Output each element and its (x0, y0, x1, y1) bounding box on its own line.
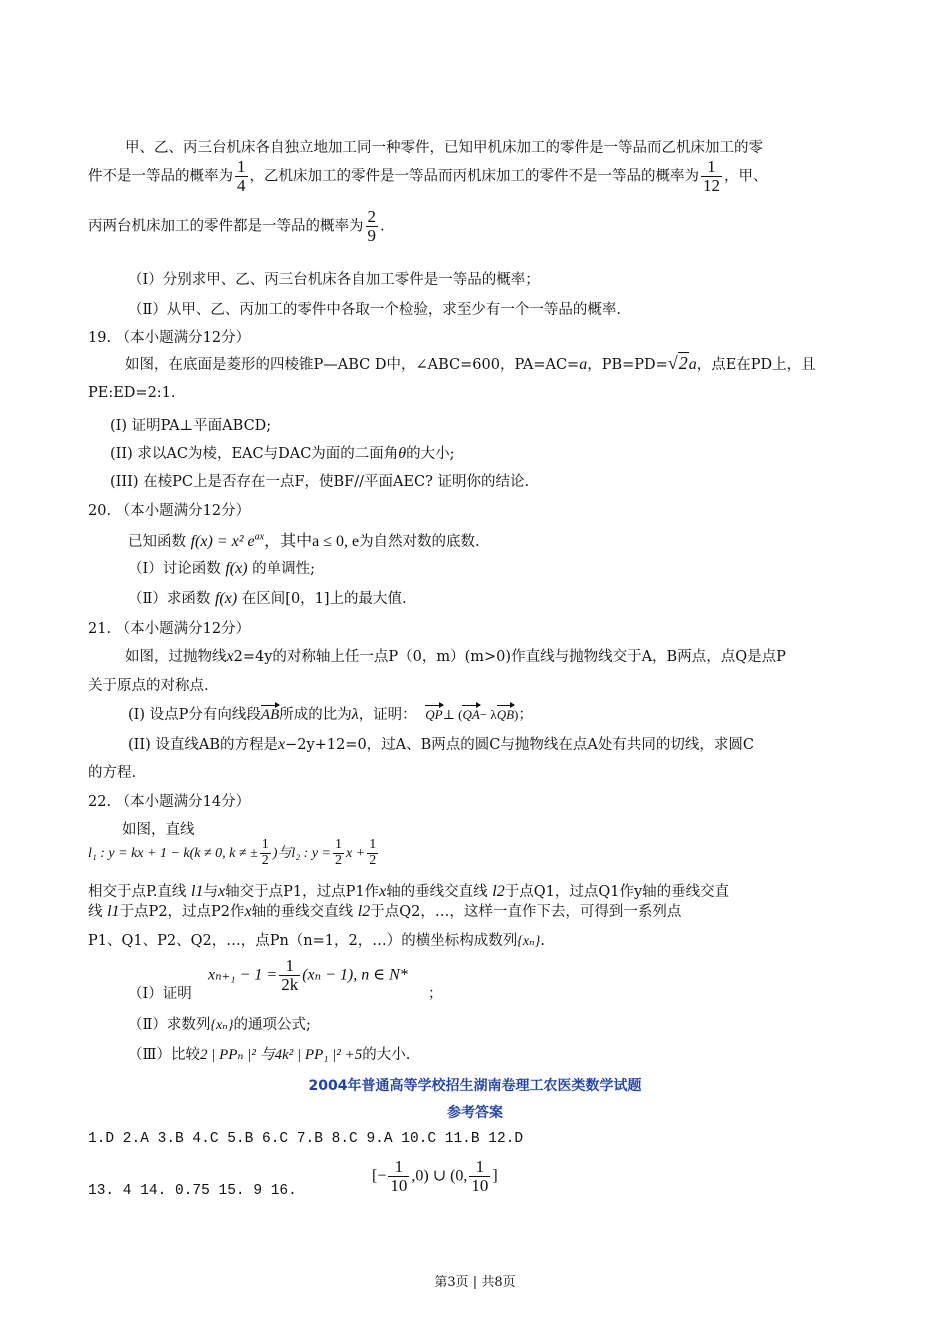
frac-num: 1 (475, 1157, 485, 1176)
page-footer: 第3页 | 共8页 (434, 1275, 516, 1290)
q19-var-a: a (579, 356, 588, 373)
q22-l3-b: 与 (203, 884, 218, 900)
q19-part2-text-a: (II) 求以AC为棱，EAC与DAC为面的二面角 (110, 446, 399, 462)
frac-den: 2 (335, 852, 343, 868)
q22-line3 (88, 880, 729, 901)
q22-sequence-set: {xₙ} (517, 934, 541, 949)
a16-union: ,0) ∪ (0, (411, 1167, 468, 1185)
q18-line3-text-b: . (380, 218, 385, 235)
q22-l4-a: 线 (88, 904, 108, 920)
q20-function (191, 533, 264, 550)
q19-part1: (I) 证明PA⊥平面ABCD; (110, 418, 272, 434)
answer-16 (372, 1158, 498, 1195)
q22-title: 22. （本小题满分14分） (88, 794, 251, 810)
q20-text-b: 为自然对数的底数. (359, 534, 480, 550)
q22-line5 (88, 929, 545, 950)
frac-den: 2 (369, 852, 377, 868)
q20-fx-2: f(x) (214, 590, 238, 607)
q21-lambda: λ (351, 706, 359, 723)
q22-part2-text-b: 的通项公式; (233, 1017, 311, 1033)
q21-part1-text-a: (I) 设点P分有向线段 (128, 707, 261, 723)
frac-den: 2 (261, 852, 269, 868)
q19-text-c: ，点E在PD上，且 (696, 357, 816, 373)
frac-den: 10 (390, 1175, 408, 1195)
q21-part1-text-b: 所成的比为 (279, 707, 352, 723)
q21-vector-qp: QP (425, 707, 443, 722)
a16-frac-2 (469, 1158, 490, 1195)
q22-part1-end: ； (428, 986, 443, 1002)
frac-num: 2 (367, 207, 376, 226)
answers-heading: 2004年普通高等学校招生湖南卷理工农医类数学试题 (308, 1078, 642, 1094)
q21-close-paren: ) (514, 707, 519, 722)
q22-equation (88, 838, 380, 868)
q18-line2-text-c: ，甲、 (724, 168, 768, 185)
q19-part2 (110, 442, 455, 463)
q22-part3 (128, 1043, 410, 1064)
q20-part1 (128, 557, 315, 578)
q22-l3-d: 轴的垂线交直线 (386, 884, 493, 900)
q22-l4-d: 于点Q2，…，这样一直作下去，可得到一系列点 (370, 904, 682, 920)
q19-text-b: ，PB=PD= (587, 357, 668, 373)
frac-den: 12 (703, 175, 720, 195)
q20-function-body: f(x) = x² e (190, 533, 255, 550)
frac-num: 1 (237, 157, 246, 176)
q21-text-a: 如图，过抛物线 (125, 649, 227, 665)
q22-part3-expression: 2 | PPₙ |² 与4k² | PP₁ |² +5 (199, 1047, 363, 1063)
q21-vector-qb: QB (496, 707, 515, 722)
q22-line1: 如图，直线 (122, 822, 195, 838)
q20-line1 (128, 528, 480, 551)
q22-x-2: x (379, 883, 387, 900)
q22-eq-part-b: )与l₂ : y = (272, 846, 332, 862)
answers-row-2: 13. 4 14. 0.75 15. 9 16. (88, 1183, 297, 1199)
q21-line1 (125, 645, 786, 666)
q21-vector-ab: AB (260, 707, 280, 723)
q18-line2 (88, 158, 768, 195)
q21-title: 21. （本小题满分12分） (88, 621, 251, 637)
q18-part1: （Ⅰ）分别求甲、乙、丙三台机床各自加工零件是一等品的概率； (128, 272, 540, 288)
q19-title: 19. （本小题满分12分） (88, 330, 251, 346)
q18-line3-text-a: 丙两台机床加工的零件都是一等品的概率为 (88, 218, 364, 235)
q18-line2-text-a: 件不是一等品的概率为 (88, 168, 233, 185)
q21-part2 (128, 733, 754, 754)
q19-theta: θ (398, 445, 407, 462)
q21-vector-qa: QA (462, 707, 480, 722)
q20-part1-text-a: （Ⅰ）讨论函数 (128, 561, 221, 577)
frac-num: 1 (335, 837, 343, 852)
q22-l5-b: . (540, 933, 545, 949)
q21-part2-var-x: x (278, 736, 286, 753)
frac-num: 1 (394, 1157, 404, 1176)
q21-part1 (128, 703, 533, 724)
q22-recurrence (208, 957, 408, 994)
q20-text-a: 已知函数 (128, 534, 186, 550)
q22-l4-b: 于点P2，过点P2作 (119, 904, 245, 920)
q22-part1-label: （Ⅰ）证明 (128, 986, 192, 1002)
answers-subheading: 参考答案 (447, 1105, 503, 1121)
q19-line1 (125, 353, 816, 374)
q21-part1-text-c: ，证明： (358, 707, 417, 723)
answers-row-1: 1.D 2.A 3.B 4.C 5.B 6.C 7.B 8.C 9.A 10.C 11.B 12.D (88, 1131, 524, 1147)
q20-part2-text-b: 在区间[0，1]上的最大值. (241, 591, 407, 607)
q21-text-b: 2=4y的对称轴上任一点P（0，m）(m>0)作直线与抛物线交于A，B两点，点Q是点P (233, 649, 786, 665)
frac-den: 9 (367, 225, 376, 245)
q22-x-3: x (244, 903, 252, 920)
q19-sqrt-radicand: 2 (678, 353, 688, 373)
q21-part2-text-a: (II) 设直线AB的方程是 (128, 737, 279, 753)
q22-part2-set: {xₙ} (210, 1018, 234, 1033)
q20-exponent: ax (254, 531, 265, 543)
q22-eq-part-c: x + (346, 846, 366, 862)
q22-rec-b: (xₙ − 1), n ∈ N* (302, 966, 408, 984)
q22-rec-frac (279, 957, 300, 994)
frac-num: 1 (261, 837, 269, 852)
q22-x-1: x (218, 883, 226, 900)
q22-l1-italic: l1 (191, 883, 204, 900)
a16-open: [− (372, 1167, 387, 1185)
q22-l2-italic-2: l2 (357, 903, 371, 920)
q20-condition: ，其中a ≤ 0, e (264, 533, 360, 550)
q22-eq-frac-1 (260, 838, 271, 868)
q22-rec-a: xₙ₊₁ − 1 = (208, 966, 278, 984)
a16-frac-1 (388, 1158, 409, 1195)
q22-l5-a: P1、Q1、P2、Q2，…，点Pn（n=1，2，…）的横坐标构成数列 (88, 933, 518, 949)
q19-sqrt: √2a (667, 353, 697, 373)
q21-part1-text-d: ； (518, 707, 533, 723)
q21-perp: ⊥ ( (442, 707, 463, 722)
q21-var-x: x (226, 648, 234, 665)
a16-close: ] (492, 1167, 498, 1185)
q22-eq-part-a: l₁ : y = kx + 1 − k(k ≠ 0, k ≠ ± (88, 846, 258, 862)
q20-title: 20. （本小题满分12分） (88, 503, 251, 519)
q18-fraction-2 (701, 158, 722, 195)
q18-line2-text-b: ，乙机床加工的零件是一等品而丙机床加工的零件不是一等品的概率为 (249, 168, 699, 185)
q22-part3-text-a: （Ⅲ）比较 (128, 1047, 200, 1063)
q21-part2-text-b: −2y+12=0，过A、B两点的圆C与抛物线在点A处有共同的切线，求圆C (285, 737, 754, 753)
q21-part2-cont: 的方程. (88, 765, 137, 781)
q20-part1-text-b: 的单调性; (252, 561, 316, 577)
q22-eq-frac-2 (333, 838, 344, 868)
q18-part2: （Ⅱ）从甲、乙、丙加工的零件中各取一个检验，求至少有一个一等品的概率. (128, 302, 621, 318)
q20-fx-1: f(x) (225, 560, 248, 577)
frac-num: 1 (707, 157, 716, 176)
frac-num: 1 (285, 956, 294, 975)
q22-part3-text-b: 的大小. (362, 1047, 411, 1063)
q22-part2-text-a: （Ⅱ）求数列 (128, 1017, 211, 1033)
q20-part2 (128, 587, 407, 608)
q19-text-a: 如图，在底面是菱形的四棱锥P—ABC D中，∠ABC=600，PA=AC= (125, 357, 580, 373)
q19-part2-text-b: 的大小; (406, 446, 455, 462)
q21-minus-lambda: − λ (479, 707, 497, 722)
q22-line4 (88, 900, 681, 921)
q22-l3-c: 轴交于点P1，过点P1作 (225, 884, 380, 900)
q19-part3: (III) 在棱PC上是否存在一点F，使BF//平面AEC? 证明你的结论. (110, 474, 530, 490)
frac-num: 1 (369, 837, 377, 852)
q20-part2-text-a: （Ⅱ）求函数 (128, 591, 211, 607)
q18-fraction-1 (235, 158, 248, 195)
q18-line1: 甲、乙、丙三台机床各自独立地加工同一种零件，已知甲机床加工的零件是一等品而乙机床加工的零 (125, 140, 763, 156)
q22-eq-frac-3 (367, 838, 378, 868)
frac-den: 2k (281, 974, 299, 994)
q22-l4-c: 轴的垂线交直线 (251, 904, 358, 920)
q21-line2: 关于原点的对称点. (88, 678, 209, 694)
q22-l3-e: 于点Q1，过点Q1作y轴的垂线交直 (504, 884, 730, 900)
q21-vector-expression (425, 707, 518, 723)
q18-line3 (88, 208, 385, 245)
frac-den: 10 (471, 1175, 489, 1195)
frac-den: 4 (237, 175, 246, 195)
q22-l2-italic: l2 (492, 883, 505, 900)
q22-l1-italic-2: l1 (107, 903, 120, 920)
q19-var-a2: a (688, 356, 697, 373)
q19-line2: PE:ED=2:1. (88, 385, 176, 401)
q22-part2 (128, 1013, 311, 1034)
q18-fraction-3 (366, 208, 379, 245)
q22-l3-a: 相交于点P.直线 (88, 884, 192, 900)
